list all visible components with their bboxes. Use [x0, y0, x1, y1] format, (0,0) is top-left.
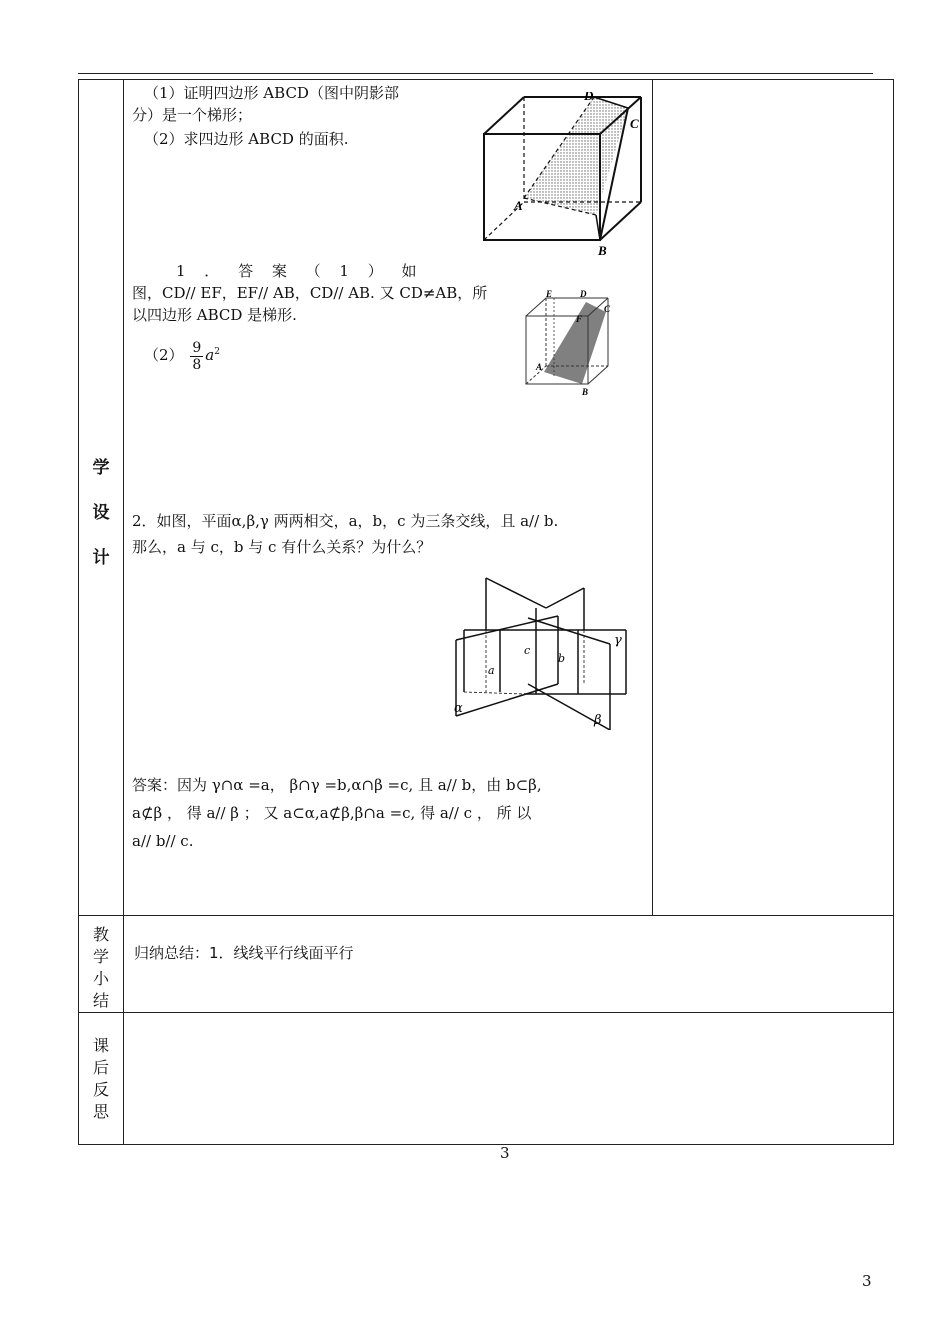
- fig3-label: γ: [614, 633, 622, 648]
- design-label-char: 学: [92, 458, 110, 478]
- fraction-numerator: 9: [192, 339, 202, 356]
- fig2-label: F: [576, 314, 583, 324]
- notes-cell: [653, 80, 894, 916]
- problem1-line3: （2）求四边形 ABCD 的面积.: [144, 130, 349, 148]
- summary-label-cell: [79, 916, 124, 1013]
- design-label-char: 设: [92, 503, 110, 523]
- problem1-line2: 分）是一个梯形；: [132, 106, 253, 124]
- fig3-label: a: [488, 664, 495, 677]
- answer2-line1: 答案：因为 γ∩α =a， β∩γ =b,α∩β =c, 且 a// b，由 b⊂β,: [132, 776, 542, 794]
- area-variable: a: [205, 346, 215, 364]
- answer2-line3: a// b// c.: [132, 832, 194, 850]
- reflection-label-char: 后: [92, 1058, 109, 1077]
- page-number-corner: 3: [862, 1272, 872, 1290]
- fig1-label: B: [598, 243, 607, 258]
- summary-label-char: 教: [92, 925, 109, 944]
- reflection-label-cell: [79, 1013, 124, 1145]
- area-fraction: [190, 340, 203, 373]
- fig1-label: A: [514, 198, 523, 213]
- reflection-label-char: 思: [92, 1102, 109, 1121]
- fig2-label: E: [546, 289, 553, 299]
- problem1-line1: （1）证明四边形 ABCD（图中阴影部: [144, 84, 399, 102]
- page-number-center: 3: [500, 1144, 510, 1162]
- fig2-label: A: [536, 362, 543, 372]
- summary-label-char: 小: [92, 969, 109, 988]
- fig2-label: B: [582, 387, 589, 397]
- design-label-char: 计: [92, 548, 110, 568]
- figure3-planes: [450, 574, 630, 730]
- problem2-line1: 2．如图，平面α,β,γ 两两相交，a，b，c 为三条交线，且 a// b.: [132, 512, 559, 530]
- fig2-label: C: [604, 304, 611, 314]
- summary-text: 归纳总结：1．线线平行线面平行: [134, 944, 354, 962]
- answer2-line2: a⊄β ， 得 a// β ； 又 a⊂α,a⊄β,β∩a =c, 得 a// c ， 所 以: [132, 804, 532, 822]
- problem2-line2: 那么，a 与 c，b 与 c 有什么关系？为什么？: [132, 538, 432, 556]
- figure1-cube: [476, 92, 654, 262]
- area-exponent: 2: [214, 347, 220, 357]
- answer1-line2: 图，CD// EF，EF// AB，CD// AB. 又 CD≠AB，所: [132, 284, 488, 302]
- answer1-part2: [144, 332, 220, 375]
- answer1-part2-label: （2）: [144, 346, 184, 364]
- figure2-cube: [520, 288, 622, 398]
- fig1-label: C: [630, 116, 639, 131]
- summary-content-cell: [124, 916, 894, 1013]
- design-label-cell: [79, 80, 124, 916]
- reflection-content-cell: [124, 1013, 894, 1145]
- top-rule: [78, 73, 873, 74]
- fraction-denominator: 8: [192, 356, 202, 373]
- answer1-line3: 以四边形 ABCD 是梯形.: [132, 306, 297, 324]
- fig1-label: D: [584, 92, 594, 103]
- fig3-label: b: [558, 652, 566, 665]
- fig3-label: β: [594, 713, 602, 728]
- design-content-cell: [124, 80, 653, 916]
- fig2-label: D: [580, 289, 587, 299]
- summary-label-char: 学: [92, 947, 109, 966]
- fig3-label: α: [454, 701, 463, 716]
- summary-label-char: 结: [92, 991, 109, 1010]
- lesson-table: [78, 79, 894, 1145]
- answer1-line1: 1 ． 答 案 （ 1 ） 如: [176, 262, 417, 280]
- reflection-label-char: 反: [92, 1080, 109, 1099]
- fig3-label: c: [524, 644, 531, 657]
- reflection-label-char: 课: [92, 1036, 109, 1055]
